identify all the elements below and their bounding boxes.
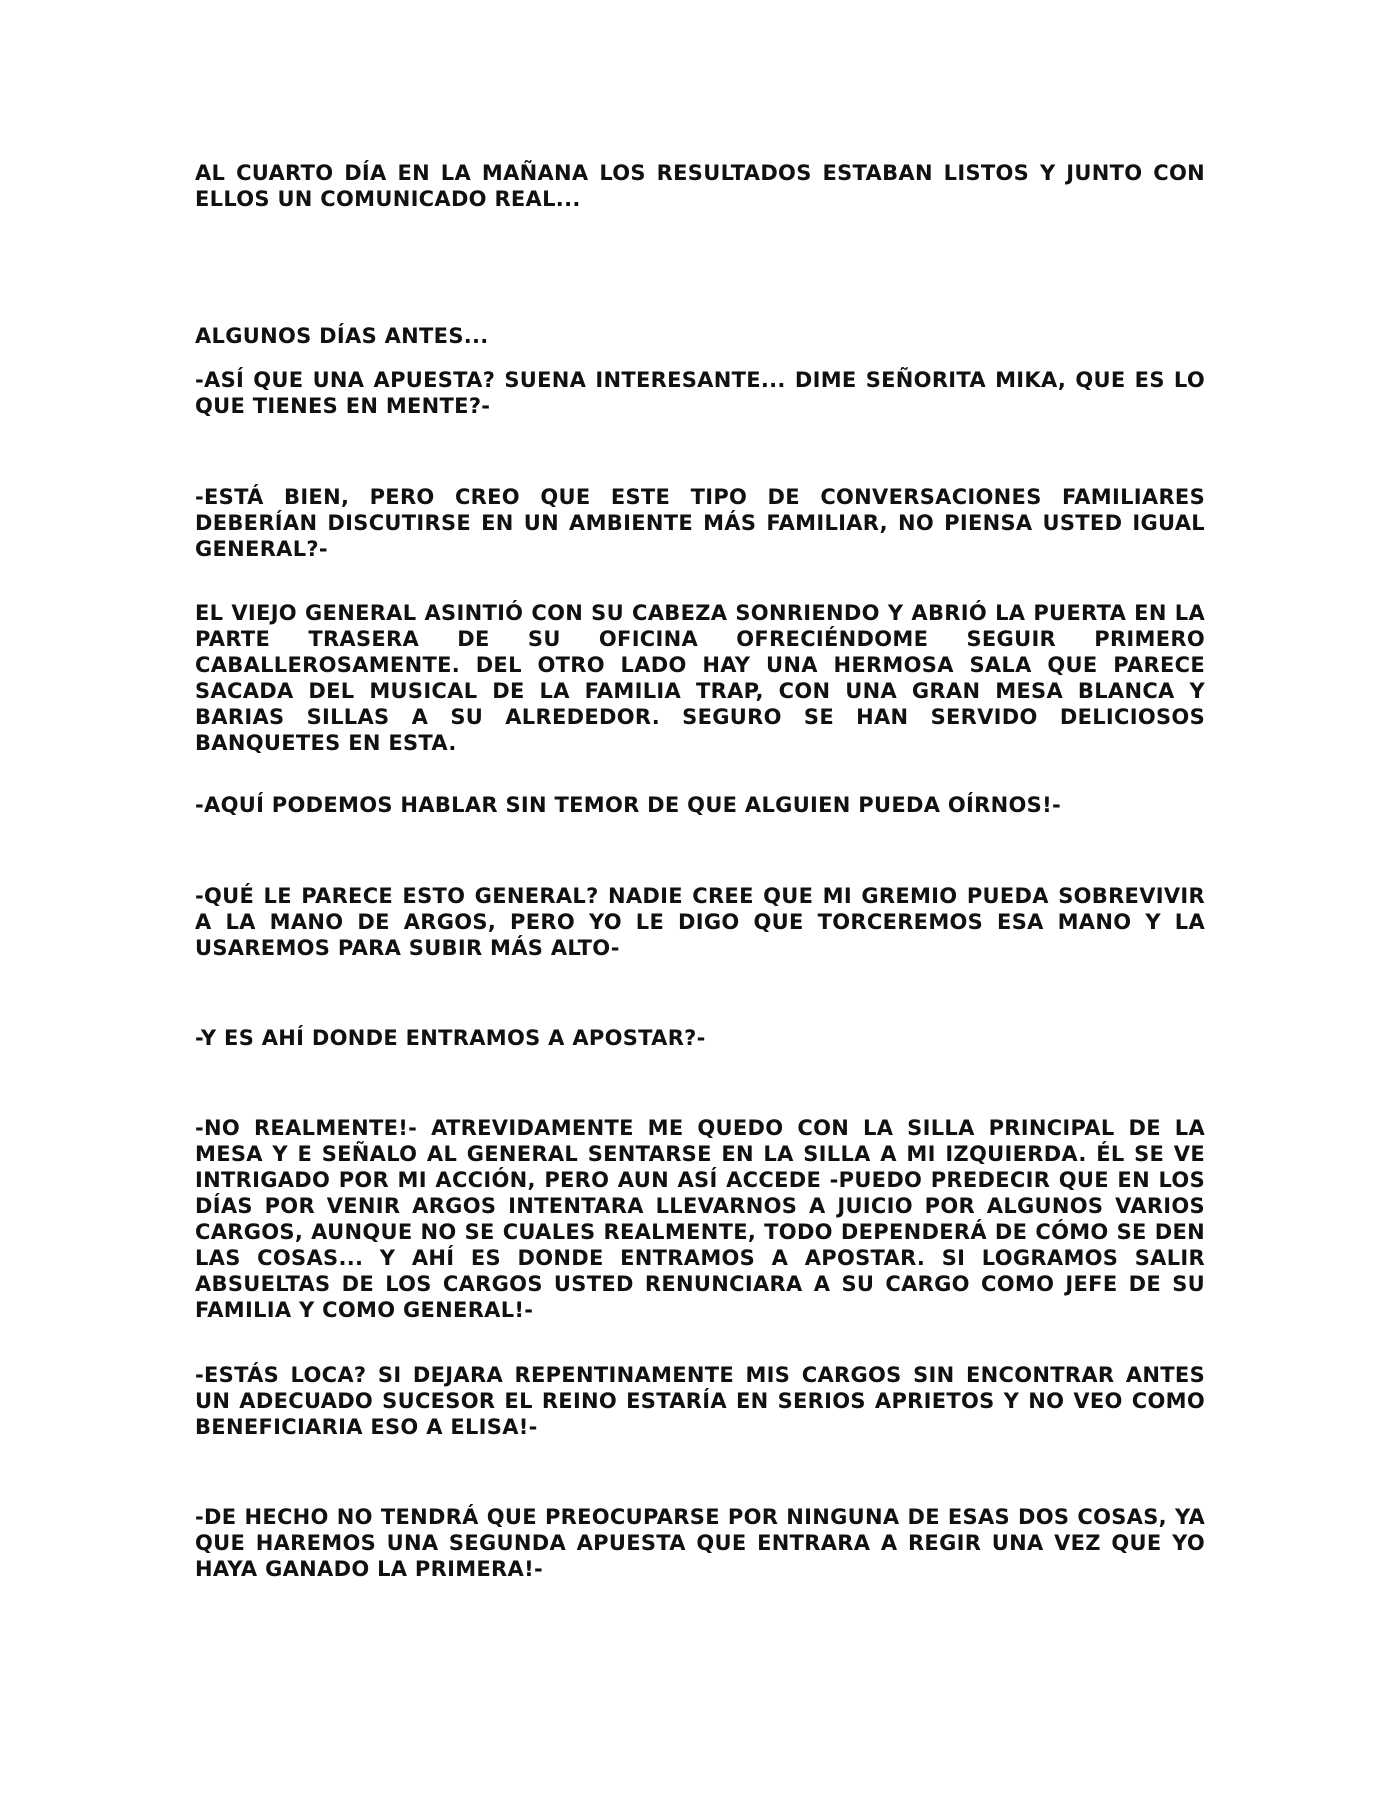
paragraph-dialogue: -NO REALMENTE!- ATREVIDAMENTE ME QUEDO CON LA SILLA PRINCIPAL DE LA MESA Y E SEÑALO AL GENERAL SENTARSE EN LA SILLA A MI IZQUIERDA. ÉL SE VE INTRIGADO POR MI ACCIÓN, PERO AUN ASÍ ACCEDE -PUEDO PREDECIR QUE EN LOS DÍAS POR VENIR ARGOS INTENTARA LLEVARNOS A JUICIO POR ALGUNOS VARIOS CARGOS, AUNQUE NO SE CUALES REALMENTE, TODO DEPENDERÁ DE CÓMO SE DEN LAS COSAS... Y AHÍ ES DONDE ENTRAMOS A APOSTAR. SI LOGRAMOS SALIR ABSUELTAS DE LOS CARGOS USTED RENUNCIARA A SU CARGO COMO JEFE DE SU FAMILIA Y COMO GENERAL!-	[195, 1116, 1205, 1322]
paragraph-dialogue: -DE HECHO NO TENDRÁ QUE PREOCUPARSE POR NINGUNA DE ESAS DOS COSAS, YA QUE HAREMOS UNA SEGUNDA APUESTA QUE ENTRARA A REGIR UNA VEZ QUE YO HAYA GANADO LA PRIMERA!-	[195, 1505, 1205, 1581]
paragraph-opening: AL CUARTO DÍA EN LA MAÑANA LOS RESULTADOS ESTABAN LISTOS Y JUNTO CON ELLOS UN COMUNICADO REAL...	[195, 161, 1205, 211]
paragraph-dialogue: -ESTÁ BIEN, PERO CREO QUE ESTE TIPO DE CONVERSACIONES FAMILIARES DEBERÍAN DISCUTIRSE EN UN AMBIENTE MÁS FAMILIAR, NO PIENSA USTED IGUAL GENERAL?-	[195, 485, 1205, 561]
paragraph-dialogue: -ASÍ QUE UNA APUESTA? SUENA INTERESANTE... DIME SEÑORITA MIKA, QUE ES LO QUE TIENES EN MENTE?-	[195, 368, 1205, 418]
paragraph-dialogue: -Y ES AHÍ DONDE ENTRAMOS A APOSTAR?-	[195, 1026, 706, 1050]
paragraph-dialogue: -AQUÍ PODEMOS HABLAR SIN TEMOR DE QUE ALGUIEN PUEDA OÍRNOS!-	[195, 793, 1061, 817]
paragraph-dialogue: -ESTÁS LOCA? SI DEJARA REPENTINAMENTE MIS CARGOS SIN ENCONTRAR ANTES UN ADECUADO SUCESOR EL REINO ESTARÍA EN SERIOS APRIETOS Y NO VEO COMO BENEFICIARIA ESO A ELISA!-	[195, 1363, 1205, 1439]
paragraph-dialogue: -QUÉ LE PARECE ESTO GENERAL? NADIE CREE QUE MI GREMIO PUEDA SOBREVIVIR A LA MANO DE ARGOS, PERO YO LE DIGO QUE TORCEREMOS ESA MANO Y LA USAREMOS PARA SUBIR MÁS ALTO-	[195, 884, 1205, 960]
paragraph-narration: EL VIEJO GENERAL ASINTIÓ CON SU CABEZA SONRIENDO Y ABRIÓ LA PUERTA EN LA PARTE TRASERA DE SU OFICINA OFRECIÉNDOME SEGUIR PRIMERO CABALLEROSAMENTE. DEL OTRO LADO HAY UNA HERMOSA SALA QUE PARECE SACADA DEL MUSICAL DE LA FAMILIA TRAP, CON UNA GRAN MESA BLANCA Y BARIAS SILLAS A SU ALREDEDOR. SEGURO SE HAN SERVIDO DELICIOSOS BANQUETES EN ESTA.	[195, 601, 1205, 755]
paragraph-flashback: ALGUNOS DÍAS ANTES...	[195, 324, 489, 348]
